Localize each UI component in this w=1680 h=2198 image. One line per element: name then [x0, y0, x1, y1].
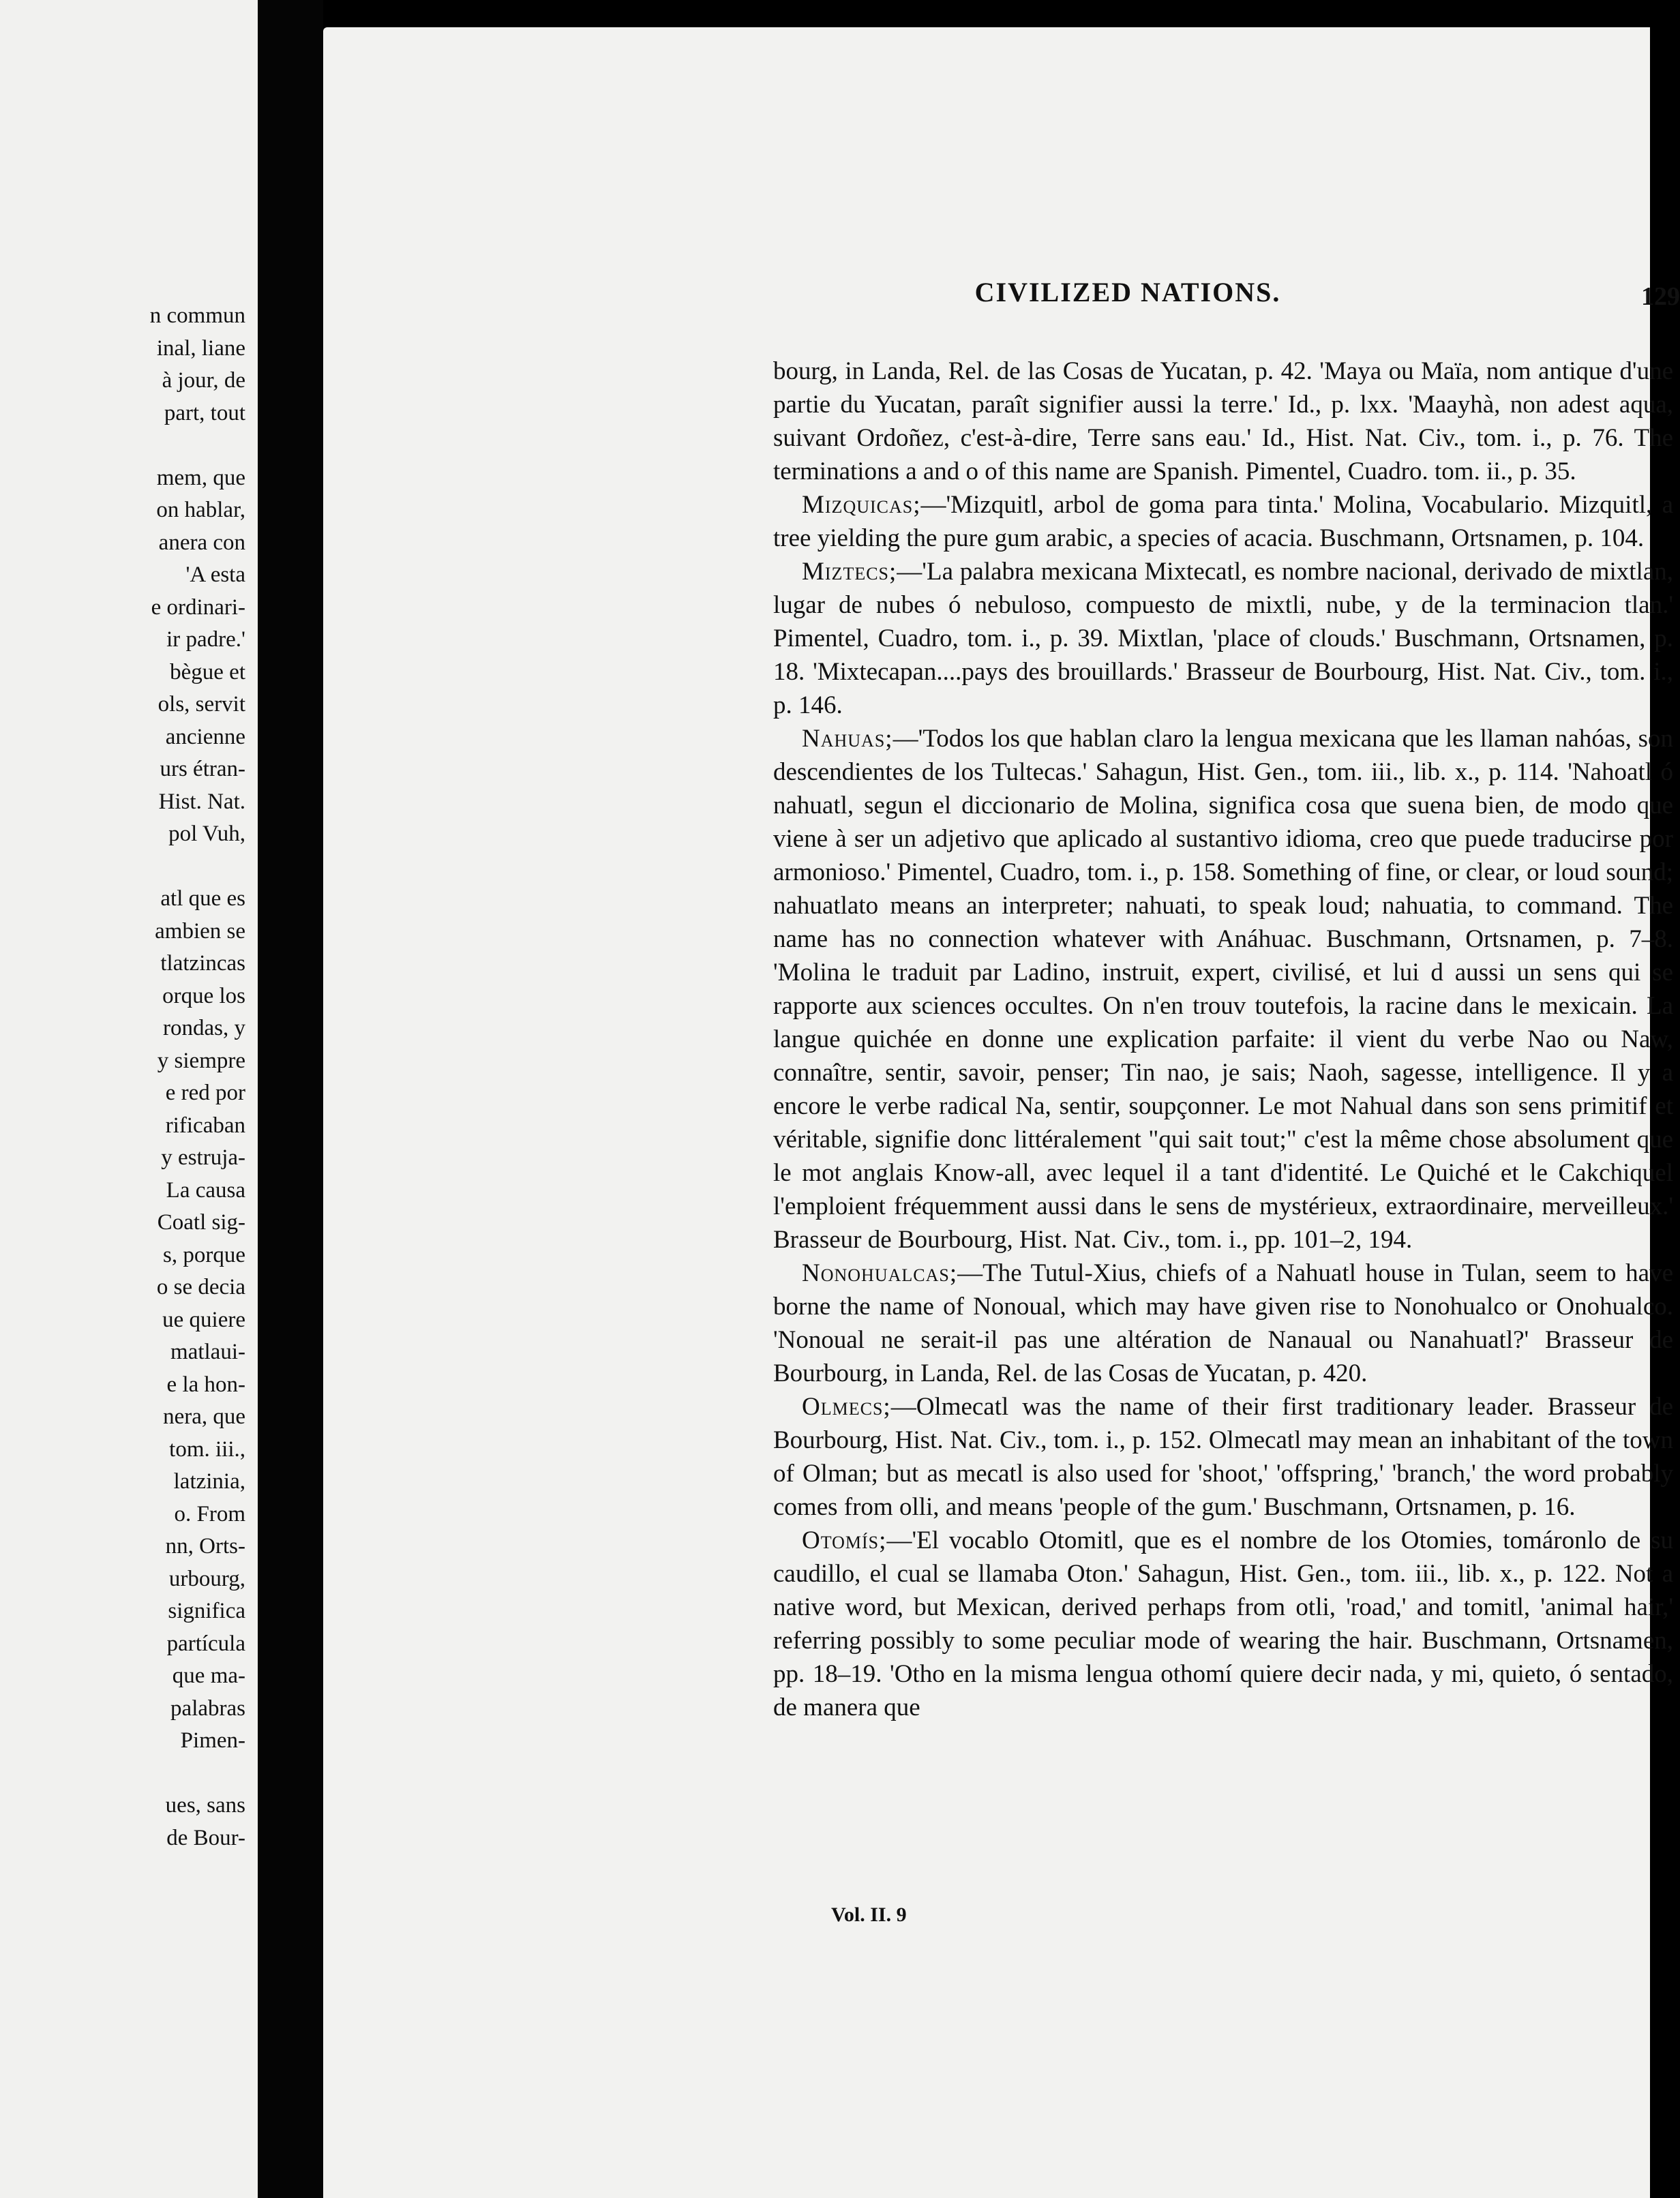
page-header [746, 276, 1680, 324]
previous-page-line: Coatl sig- [157, 1210, 245, 1235]
page-number: 129 [1641, 282, 1680, 311]
previous-page-line: atl que es [160, 886, 245, 911]
previous-page-line: orque los [162, 983, 245, 1008]
footnote-body [773, 355, 1673, 1724]
entry-text: —Olmecatl was the name of their first traditionary leader. Brasseur de Bourbourg, Hist. Nat. Civ., tom. i., p. 152. Olmecatl may mean an inhabitant of the town of Olman; but as mecatl is also used for 'shoot,' 'offspring,' 'branch,' the word probably comes from olli, and means 'people of the gum.' Buschmann, Ortsnamen, p. 16. [773, 1393, 1673, 1521]
previous-page-line: rificaban [165, 1113, 245, 1138]
entry-text: —'Todos los que hablan claro la lengua mexicana que les llaman nahóas, son descendientes de los Tultecas.' Sahagun, Hist. Gen., tom. iii., lib. x., p. 114. 'Nahoatl ó nahuatl, segun el diccionario de Molina, significa cosa que suena bien, de modo que viene à ser un adjetivo que aplicado al sustantivo idioma, creo que puede traducirse por armonioso.' Pimentel, Cuadro, tom. i., p. 158. Something of fine, or clear, or loud sound; nahuatlato means an interpreter; nahuati, to speak loud; nahuatia, to command. The name has no connection whatever with Anáhuac. Buschmann, Ortsnamen, p. 7–8. 'Molina le traduit par Ladino, instruit, expert, civilisé, et lui d aussi un sens qui se rapporte aux sciences occultes. On n'en trouv toutefois, la racine dans le mexicain. La langue quichée en donne une explication parfaite: il vient du verbe Nao ou Naw, connaître, sentir, savoir, penser; Tin nao, je sais; Naoh, sagesse, intelligence. Il y a encore le verbe radical Na, sentir, soupçonner. Le mot Nahual dans son sens primitif et véritable, signifie donc littéralement "qui sait tout;" c'est la même chose absolument que le mot anglais Know-all, avec lequel il a tant d'identité. Le Quiché et le Cakchiquel l'emploient fréquemment aussi dans le sens de mystérieux, extraordinaire, merveilleux.' Brasseur de Bourbourg, Hist. Nat. Civ., tom. i., pp. 101–2, 194. [773, 725, 1673, 1254]
paragraph-nonohualcas [773, 1256, 1673, 1390]
paragraph-nahuas [773, 722, 1673, 1256]
previous-page-line: tlatzincas [160, 951, 245, 976]
paragraph-maya: bourg, in Landa, Rel. de las Cosas de Yucatan, p. 42. 'Maya ou Maïa, nom antique d'une partie du Yucatan, paraît signifier aussi la terre.' Id., p. lxx. 'Maayhà, non adest aqua, suivant Ordoñez, c'est-à-dire, Terre sans eau.' Id., Hist. Nat. Civ., tom. i., p. 76. The terminations a and o of this name are Spanish. Pimentel, Cuadro. tom. ii., p. 35. [773, 357, 1673, 485]
entry-text: —'La palabra mexicana Mixtecatl, es nombre nacional, derivado de mixtlan, lugar de nubes ó nebuloso, compuesto de mixtli, nube, y de la terminacion tlan.' Pimentel, Cuadro, tom. i., p. 39. Mixtlan, 'place of clouds.' Buschmann, Ortsnamen, p. 18. 'Mixtecapan....pays des brouillards.' Brasseur de Bourbourg, Hist. Nat. Civ., tom. i., p. 146. [773, 558, 1673, 719]
previous-page-line: Pimen- [180, 1728, 245, 1753]
previous-page-line: urbourg, [168, 1566, 245, 1591]
previous-page-line: e ordinari- [151, 594, 245, 620]
previous-page-line: significa [168, 1599, 245, 1623]
previous-page-line [0, 430, 245, 462]
entry-text: —'El vocablo Otomitl, que es el nombre de los Otomies, tomáronlo de su caudillo, el cual se llamaba Oton.' Sahagun, Hist. Gen., tom. iii., lib. x., p. 122. Not a native word, but Mexican, derived perhaps from otli, 'road,' and tomitl, 'animal hair,' referring possibly to some peculiar mode of wearing the hair. Buschmann, Ortsnamen, pp. 18–19. 'Otho en la misma lengua othomí quiere decir nada, y mi, quieto, ó sentado, de manera que [773, 1526, 1673, 1721]
running-head: CIVILIZED NATIONS. [974, 277, 1281, 307]
previous-page-line: de Bour- [166, 1825, 245, 1850]
previous-page-line: ir padre.' [166, 627, 245, 652]
entry-head: Nonohualcas; [802, 1259, 958, 1287]
previous-page-line: bègue et [170, 659, 245, 684]
entry-head: Olmecs; [802, 1393, 891, 1421]
previous-page-line: que ma- [172, 1663, 245, 1688]
previous-page-strip [0, 0, 258, 2198]
previous-page-line: part, tout [164, 400, 245, 425]
paragraph-olmecs [773, 1390, 1673, 1524]
previous-page-line: ambien se [155, 918, 245, 944]
previous-page-line: o se decia [156, 1275, 245, 1299]
previous-page-line: ancienne [165, 724, 245, 749]
entry-head: Mizquicas; [802, 491, 921, 519]
previous-page-line: y estruja- [161, 1145, 245, 1170]
previous-page-line [0, 851, 245, 884]
previous-page-line: ue quiere [162, 1307, 245, 1332]
book-gutter [258, 0, 323, 2198]
previous-page-line: nera, que [163, 1404, 245, 1429]
entry-head: Miztecs; [802, 558, 897, 586]
previous-page-line: urs étran- [160, 757, 245, 781]
previous-page-line [0, 1758, 245, 1790]
previous-page-line: inal, liane [156, 335, 245, 361]
entry-text: —The Tutul-Xius, chiefs of a Nahuatl house in Tulan, seem to have borne the name of Nonoual, which may have given rise to Nonohualco or Onohualco. 'Nonoual ne serait-il pas une altération de Nanaual ou Nanahuatl?' Brasseur de Bourbourg, in Landa, Rel. de las Cosas de Yucatan, p. 420. [773, 1259, 1673, 1387]
previous-page-line: on hablar, [156, 498, 245, 522]
previous-page-text [0, 300, 245, 1854]
previous-page-line: palabras [170, 1696, 245, 1721]
previous-page-line: mem, que [156, 465, 245, 490]
page [323, 27, 1680, 2198]
previous-page-line: nn, Orts- [165, 1534, 245, 1559]
previous-page-line: 'A esta [185, 562, 245, 587]
previous-page-line: latzinia, [173, 1469, 245, 1494]
entry-head: Nahuas; [802, 725, 893, 753]
paragraph-otomis [773, 1524, 1673, 1724]
previous-page-line: ues, sans [165, 1793, 245, 1818]
paragraph-mizquicas [773, 488, 1673, 555]
previous-page-line: y siempre [157, 1048, 245, 1073]
entry-head: Otomís; [802, 1526, 887, 1554]
entry-text: —'Mizquitl, arbol de goma para tinta.' Molina, Vocabulario. Mizquitl, a tree yielding the pure gum arabic, a species of acacia. Buschmann, Ortsnamen, p. 104. [773, 491, 1673, 552]
previous-page-line: à jour, de [162, 368, 245, 393]
previous-page-line: e red por [165, 1081, 245, 1105]
previous-page-line: matlaui- [170, 1340, 245, 1364]
signature-mark: Vol. II. 9 [831, 1903, 907, 1926]
previous-page-line: Hist. Nat. [158, 789, 245, 814]
previous-page-line: pol Vuh, [168, 822, 245, 846]
previous-page-line: rondas, y [163, 1016, 245, 1040]
previous-page-line: anera con [158, 530, 245, 555]
previous-page-line: n commun [149, 303, 245, 328]
previous-page-line: e la hon- [166, 1372, 245, 1397]
previous-page-line: o. From [174, 1501, 245, 1526]
previous-page-line: La causa [166, 1177, 245, 1203]
previous-page-line: s, porque [163, 1242, 245, 1267]
paragraph-miztecs [773, 555, 1673, 722]
previous-page-line: ols, servit [158, 692, 245, 717]
previous-page-line: tom. iii., [169, 1436, 245, 1462]
previous-page-line: partícula [166, 1631, 245, 1656]
